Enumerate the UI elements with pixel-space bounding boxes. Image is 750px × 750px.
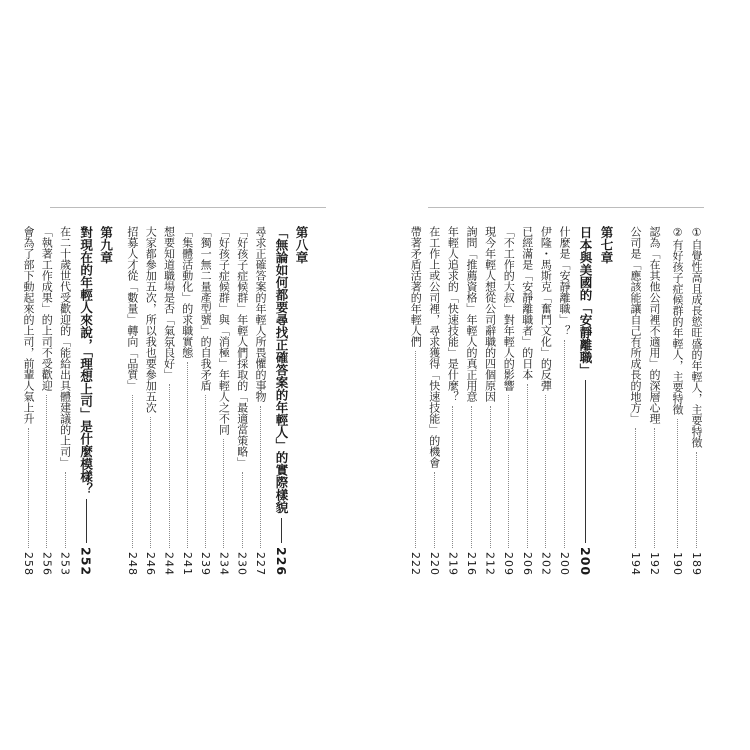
chapter-title-page: 226: [274, 546, 289, 576]
toc-entry-leader: [696, 452, 697, 548]
toc-entry-page: 219: [446, 552, 460, 576]
toc-entry-leader: [527, 384, 528, 548]
chapter-label: 第八章: [294, 226, 309, 264]
toc-entry: [629, 226, 642, 576]
toc-entry-text: 伊隆・馬斯克「奮鬥文化」的反彈: [539, 226, 553, 391]
chapter-title-page: 252: [78, 546, 94, 576]
chapter-title-text: 「無論如何都要尋找正確答案的年輕人」的實際樣貌: [274, 226, 289, 514]
toc-entry-page: 230: [235, 552, 249, 576]
toc-entry: [690, 226, 703, 576]
toc-entry-page: 248: [125, 552, 139, 576]
toc-entry-leader: [187, 362, 188, 548]
toc-entry-text: 帶著矛盾活著的年輕人們: [409, 226, 423, 347]
toc-entry-leader: [242, 472, 243, 548]
chapter-title-leader: [281, 518, 282, 543]
toc-entry-page: 212: [483, 552, 497, 576]
toc-entry-page: 222: [409, 552, 423, 576]
toc-entry-page: 256: [40, 552, 54, 576]
toc-entry-text: 想要知道職場是否「氣氛良好」: [162, 226, 176, 380]
chapter-title: [275, 226, 288, 576]
toc-entry-leader: [28, 428, 29, 548]
toc-entry-page: 216: [465, 552, 478, 576]
chapter-label: 第七章: [599, 226, 614, 264]
right-page-top-rule: [428, 207, 704, 208]
toc-entry-page: 192: [648, 552, 661, 576]
toc-entry-leader: [508, 395, 509, 548]
toc-entry-page: 189: [690, 552, 703, 576]
chapter-title-leader: [86, 499, 87, 543]
toc-entry-text: 「集體活動化」的求職實態: [180, 226, 194, 358]
toc-entry-text: 「不工作的大叔」對年輕人的影響: [502, 226, 516, 391]
toc-entry-leader: [132, 395, 133, 548]
toc-entry-text: 認為「在其他公司裡不適用」的深層心理: [648, 226, 661, 424]
toc-entry-leader: [150, 417, 151, 548]
toc-entry-text: 詢問「推薦資格」年輕人的真正用意: [465, 226, 478, 402]
toc-entry-page: 241: [180, 552, 194, 576]
toc-entry-leader: [223, 439, 224, 548]
toc-entry-page: 202: [539, 552, 553, 576]
toc-entry-text: ②有好孩子症候群的年輕人，主要特徵: [671, 226, 684, 415]
toc-entry-leader: [564, 340, 565, 548]
toc-entry: [144, 226, 157, 576]
toc-entry-page: 200: [558, 552, 571, 576]
toc-entry-text: 在二十歲世代受歡迎的「能給出具體建議的上司」: [58, 226, 72, 468]
toc-entry-page: 253: [58, 552, 72, 576]
toc-entry-leader: [169, 384, 170, 548]
toc-entry-leader: [654, 428, 655, 548]
toc-entry-page: 194: [629, 552, 642, 576]
toc-entry-page: 227: [254, 552, 267, 576]
toc-entry-leader: [415, 351, 416, 548]
toc-entry-leader: [65, 472, 66, 548]
toc-entry-text: 在工作上或公司裡，尋求獲得「快速技能」的機會: [427, 226, 441, 468]
toc-entry: [671, 226, 684, 576]
toc-entry: [126, 226, 139, 576]
toc-entry: [502, 226, 515, 576]
toc-entry: [59, 226, 72, 576]
toc-entry-leader: [46, 395, 47, 548]
toc-entry-page: 234: [217, 552, 231, 576]
chapter-label: 第九章: [98, 226, 114, 264]
toc-entry: [217, 226, 230, 576]
toc-entry-text: 「好孩子症候群」與「消極」年輕人之不同: [217, 226, 231, 435]
toc-entry: [236, 226, 249, 576]
toc-entry-leader: [205, 395, 206, 548]
toc-entry-leader: [545, 395, 546, 548]
toc-entry-text: 已經滿是「安靜離職者」的日本: [520, 226, 534, 380]
toc-entry: [199, 226, 212, 576]
toc-entry: [181, 226, 194, 576]
chapter-title: [80, 226, 93, 576]
toc-entry: [539, 226, 552, 576]
chapter-title-page: 200: [578, 546, 593, 576]
toc-entry-page: 190: [671, 552, 684, 576]
toc-entry-page: 209: [502, 552, 516, 576]
toc-entry-leader: [260, 406, 261, 548]
toc-entry-leader: [471, 406, 472, 548]
left-page-top-rule: [50, 207, 326, 208]
toc-entry: [648, 226, 661, 576]
toc-entry: [465, 226, 478, 576]
toc-entry-text: 年輕人追求的「快速技能」是什麼？: [446, 226, 460, 402]
toc-entry: [558, 226, 571, 576]
toc-entry-page: 258: [22, 552, 35, 576]
toc-entry: [163, 226, 176, 576]
toc-entry-leader: [434, 472, 435, 548]
toc-entry-text: ①自覺性高且成長慾旺盛的年輕人，主要特徵: [690, 226, 703, 448]
toc-entry: [409, 226, 422, 576]
toc-entry-text: 招募人才從「數量」轉向「品質」: [125, 226, 139, 391]
toc-entry: [40, 226, 53, 576]
toc-entry: [446, 226, 459, 576]
toc-entry: [254, 226, 267, 576]
chapter-title-text: 日本與美國的「安靜離職」: [578, 226, 593, 376]
toc-entry-text: 「獨一無二量產型號」的自我矛盾: [199, 226, 213, 391]
chapter-title-text: 對現在的年輕人來說，「理想上司」是什麼模樣？: [78, 226, 94, 495]
toc-entry-leader: [677, 419, 678, 548]
toc-entry-leader: [490, 406, 491, 548]
toc-entry-page: 239: [199, 552, 213, 576]
toc-entry-text: 尋求正確答案的年輕人所畏懼的事物: [254, 226, 267, 402]
chapter-title-leader: [585, 380, 586, 543]
toc-entry: [521, 226, 534, 576]
toc-entry-page: 246: [144, 552, 158, 576]
toc-entry: [484, 226, 497, 576]
toc-entry-text: 現今年輕人想從公司辭職的四個原因: [483, 226, 497, 402]
toc-entry: [428, 226, 441, 576]
toc-entry-text: 會為了部下動起來的上司，前輩人氣上升: [22, 226, 35, 424]
toc-entry-page: 206: [520, 552, 534, 576]
toc-entry-text: 「執著工作成果」的上司不受歡迎: [40, 226, 54, 391]
toc-entry-text: 「好孩子症候群」年輕人們採取的「最適當策略」: [235, 226, 249, 468]
toc-entry-page: 220: [427, 552, 441, 576]
toc-entry-leader: [452, 406, 453, 548]
chapter-title: [579, 226, 592, 576]
toc-entry-text: 公司是「應該能讓自己有所成長的地方」: [629, 226, 642, 424]
toc-entry-text: 什麼是「安靜離職」？: [558, 226, 571, 336]
toc-entry-text: 大家都參加五次，所以我也要參加五次: [144, 226, 158, 413]
toc-entry: [22, 226, 35, 576]
toc-entry-page: 244: [162, 552, 176, 576]
toc-entry-leader: [635, 428, 636, 548]
